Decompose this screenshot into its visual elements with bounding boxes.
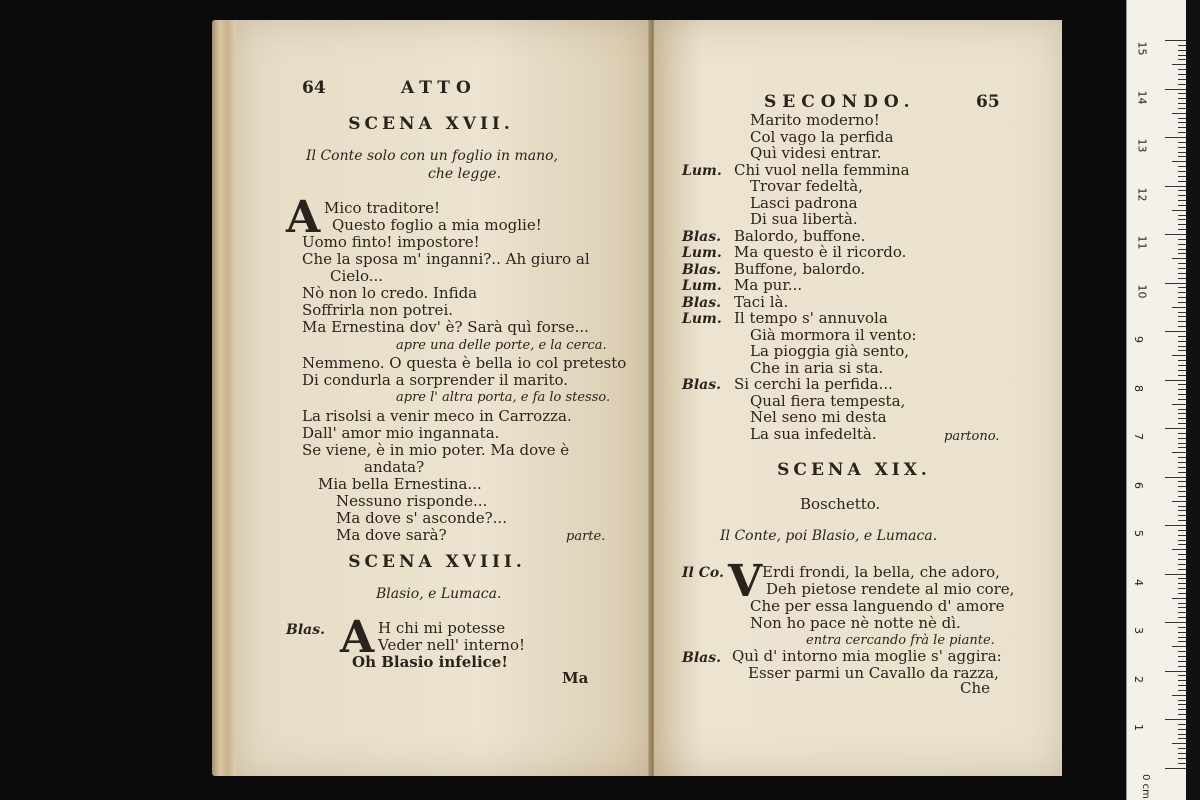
verse-line: Nessuno risponde... (336, 492, 488, 510)
running-head-left: ATTO (401, 78, 477, 98)
ruler-tick (1165, 137, 1187, 138)
ruler-tick (1172, 549, 1187, 550)
verse-line: Quì d' intorno mia moglie s' aggira: (732, 647, 1002, 665)
speaker-label: Blas. (682, 261, 721, 278)
speaker-label: Blas. (682, 650, 721, 666)
ruler-tick (1172, 452, 1187, 453)
ruler-tick (1172, 113, 1187, 114)
verse-line: Nel seno mi desta (750, 408, 887, 426)
verse-line: Che in aria si sta. (750, 358, 884, 377)
ruler-tick (1172, 743, 1187, 744)
ruler-tick (1165, 428, 1187, 429)
ruler-number: 8 (1132, 384, 1145, 392)
verse-line: Veder nell' interno! (378, 636, 526, 654)
ruler-number: 15 (1135, 41, 1149, 56)
verse-line: Qual fiera tempesta, (750, 391, 906, 410)
scene-setting: Boschetto. (800, 495, 881, 513)
verse-line: Deh pietose rendete al mio core, (766, 580, 1015, 598)
ruler-number: 7 (1132, 433, 1145, 440)
ruler-tick (1165, 477, 1187, 478)
ruler-tick (1172, 258, 1187, 259)
verse-line: Ma pur... (734, 276, 803, 294)
verse-line: Esser parmi un Cavallo da razza, (748, 664, 999, 682)
ruler-unit-label: 0 cm (1139, 774, 1151, 799)
scene-title: SCENA XVII. (348, 114, 514, 134)
verse-line: Lasci padrona (750, 193, 858, 212)
speaker-label: Lum. (682, 311, 722, 327)
speaker-label: Blas. (286, 622, 325, 638)
ruler-tick (1165, 234, 1187, 235)
verse-line: Mia bella Ernestina... (318, 475, 482, 493)
stage-direction-heading: Il Conte solo con un foglio in mano, (306, 148, 559, 164)
stage-direction-heading-2: che legge. (428, 166, 502, 182)
ruler-number: 9 (1132, 336, 1145, 343)
verse-line: Mico traditore! (324, 199, 441, 217)
page-number-left: 64 (302, 78, 326, 98)
verse-line: Che la sposa m' inganni?.. Ah giuro al (302, 250, 590, 268)
ruler-tick (1165, 380, 1187, 381)
verse-line: Balordo, buffone. (734, 226, 866, 245)
ruler-tick (1165, 40, 1187, 41)
verse-line: Il tempo s' annuvola (734, 309, 888, 327)
verse-line: Trovar fedeltà, (750, 177, 864, 195)
speaker-label: Blas. (682, 377, 721, 393)
drop-cap: A (286, 192, 321, 243)
ruler-number: 12 (1135, 187, 1149, 201)
verse-line: Marito moderno! (750, 111, 880, 129)
verse-line: Ma Ernestina dov' è? Sarà quì forse... (302, 318, 589, 336)
verse-line: Uomo finto! impostore! (302, 233, 480, 251)
right-page (654, 20, 1062, 776)
verse-line: La risolsi a venir meco in Carrozza. (302, 407, 572, 425)
ruler-tick (1172, 210, 1187, 211)
verse-line: Quì videsi entrar. (750, 144, 882, 162)
ruler-tick (1165, 525, 1187, 526)
stage-direction: entra cercando frà le piante. (806, 633, 995, 648)
ruler-tick (1172, 355, 1187, 356)
ruler-tick (1172, 161, 1187, 162)
ruler-tick (1165, 283, 1187, 284)
catchword: Ma (562, 669, 589, 687)
speaker-label: Blas. (682, 228, 721, 245)
verse-line: Nemmeno. O questa è bella io col pretesto (302, 354, 627, 372)
verse-line: Oh Blasio infelice! (352, 653, 508, 671)
drop-cap-3: V (728, 556, 763, 607)
verse-line: Se viene, è in mio poter. Ma dove è (302, 441, 570, 459)
ruler-number: 4 (1132, 578, 1145, 586)
ruler-tick (1165, 719, 1187, 720)
verse-line: Col vago la perfida (750, 127, 894, 146)
ruler-number: 14 (1135, 90, 1149, 104)
ruler-tick (1165, 89, 1187, 90)
ruler-tick (1165, 331, 1187, 332)
ruler-number: 11 (1135, 235, 1149, 250)
verse-line: Ma dove s' asconde?... (336, 509, 507, 527)
catchword: Che (960, 679, 991, 697)
stage-direction: apre una delle porte, e la cerca. (396, 338, 607, 353)
ruler-number: 1 (1132, 724, 1145, 731)
verse-line: Che per essa languendo d' amore (750, 597, 1005, 615)
verse-line: Buffone, balordo. (734, 259, 866, 278)
scene-title-3: SCENA XIX. (777, 460, 931, 480)
ruler-tick (1172, 598, 1187, 599)
verse-line: Di condurla a sorprender il marito. (302, 371, 569, 389)
scene-title-2: SCENA XVIII. (348, 552, 526, 572)
verse-line: Dall' amor mio ingannata. (302, 424, 500, 442)
exit-direction: parte. (566, 529, 606, 544)
running-head-right: SECONDO. (764, 92, 916, 112)
verse-line: Chi vuol nella femmina (734, 160, 910, 179)
verse-line: Taci là. (734, 292, 789, 311)
ruler-tick (1172, 695, 1187, 696)
ruler-number: 10 (1135, 284, 1149, 298)
scene-characters: Blasio, e Lumaca. (376, 586, 502, 602)
verse-line: Non ho pace nè notte nè dì. (750, 614, 961, 632)
ruler-number: 6 (1132, 481, 1145, 489)
verse-line: Si cerchi la perfida... (734, 375, 893, 393)
verse-line: andata? (364, 458, 425, 476)
measurement-ruler (1126, 0, 1187, 800)
verse-line: La pioggia già sento, (750, 342, 909, 360)
left-page (236, 20, 650, 776)
ruler-tick (1172, 501, 1187, 502)
ruler-tick (1165, 622, 1187, 623)
ruler-number: 2 (1132, 675, 1145, 683)
ruler-tick (1165, 574, 1187, 575)
speaker-label: Il Co. (682, 565, 724, 581)
drop-cap-2: A (340, 612, 375, 663)
ruler-number: 13 (1135, 138, 1149, 153)
speaker-label: Lum. (682, 162, 722, 179)
ruler-number: 5 (1132, 530, 1145, 537)
verse-line: Soffrirla non potrei. (302, 301, 454, 319)
ruler-tick (1172, 307, 1187, 308)
ruler-tick (1165, 186, 1187, 187)
speaker-label: Lum. (682, 245, 722, 261)
ruler-tick (1172, 646, 1187, 647)
verse-line: Questo foglio a mia moglie! (332, 216, 542, 234)
verse-line: Cielo... (330, 267, 384, 285)
exit-direction: partono. (944, 429, 1000, 444)
ruler-tick (1165, 768, 1187, 769)
ruler-tick (1172, 64, 1187, 65)
stage-direction: apre l' altra porta, e fa lo stesso. (396, 390, 611, 405)
verse-line: Erdi frondi, la bella, che adoro, (762, 563, 1000, 581)
verse-line: La sua infedeltà. (750, 424, 877, 443)
ruler-tick (1172, 404, 1187, 405)
scene-characters: Il Conte, poi Blasio, e Lumaca. (720, 528, 938, 544)
verse-line: Ma questo è il ricordo. (734, 243, 907, 261)
verse-line: H chi mi potesse (378, 619, 506, 637)
verse-line: Ma dove sarà? (336, 526, 447, 544)
page-number-right: 65 (976, 92, 1000, 112)
ruler-shadow (1186, 0, 1200, 800)
verse-line: Nò non lo credo. Infida (302, 284, 478, 302)
ruler-tick (1165, 671, 1187, 672)
ruler-number: 3 (1132, 627, 1145, 634)
speaker-label: Blas. (682, 294, 721, 311)
verse-line: Già mormora il vento: (750, 325, 917, 344)
speaker-label: Lum. (682, 278, 722, 294)
verse-line: Di sua libertà. (750, 210, 858, 228)
